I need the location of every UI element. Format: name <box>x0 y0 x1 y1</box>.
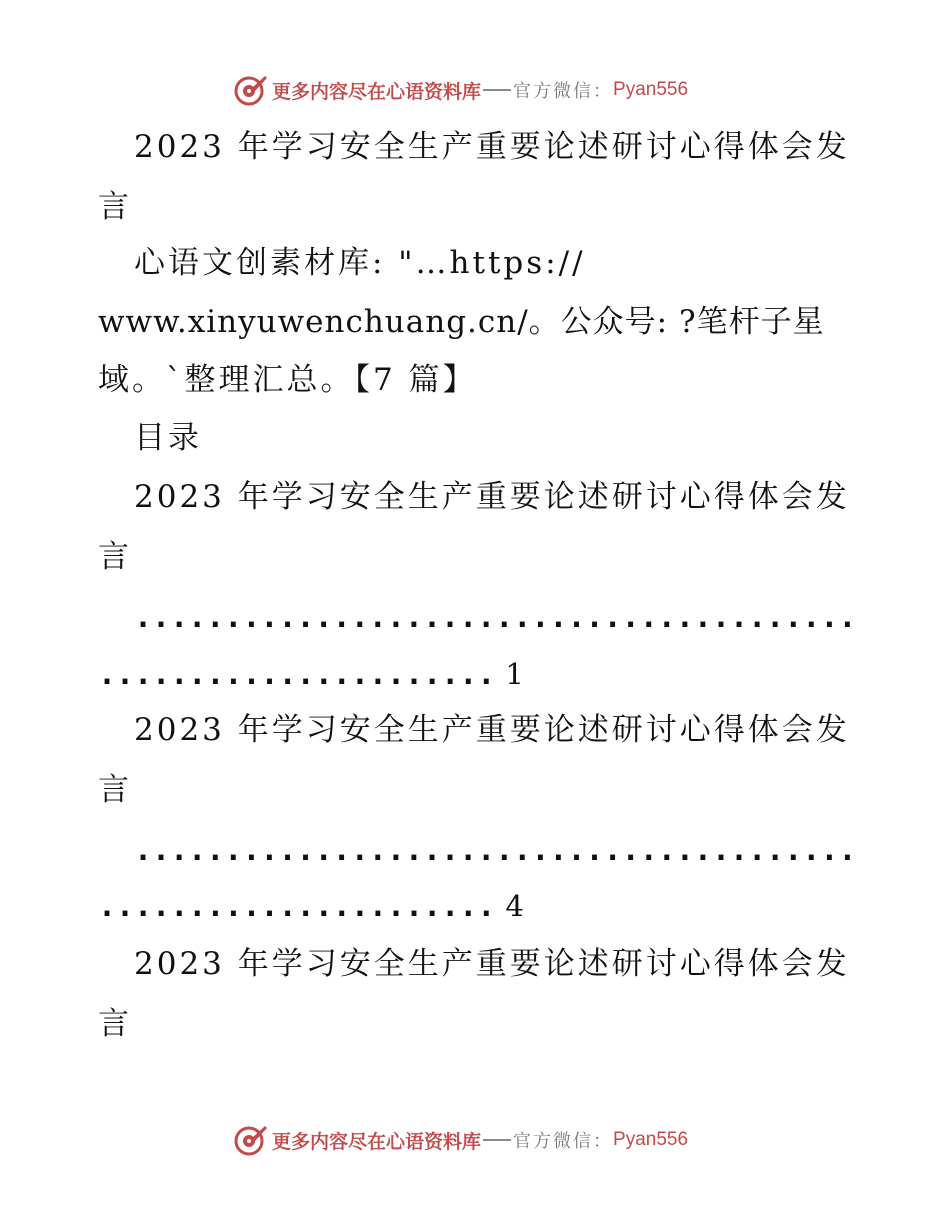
toc-entry-1-leader-line-2: ...................... <box>98 657 496 692</box>
toc-entry-2-page-number: 4 <box>505 889 527 923</box>
pen-nib-logo-icon <box>234 73 268 107</box>
footer-dash <box>483 1139 511 1141</box>
header-official-label: 官方微信： <box>513 81 614 102</box>
footer-wechat-handle: Pyan556 <box>613 1129 689 1150</box>
toc-entry-2-title-line-1: 2023 年学习安全生产重要论述研讨心得体会发 <box>134 712 850 748</box>
document-title-line-2: 言 <box>98 189 132 225</box>
header-watermark <box>234 72 688 108</box>
toc-entry-3-title-line-2: 言 <box>98 1006 132 1042</box>
toc-entry-2-leader-line-2: ...................... <box>98 889 496 924</box>
toc-entry-1-page-number: 1 <box>505 657 527 691</box>
toc-entry-3-title-line-1: 2023 年学习安全生产重要论述研讨心得体会发 <box>134 946 850 982</box>
toc-entry-2-title-line-2: 言 <box>98 772 132 808</box>
footer-watermark <box>234 1122 688 1158</box>
toc-entry-1-leader-row <box>98 654 858 695</box>
toc-entry-2-leader-line-1: ........................................ <box>134 833 857 868</box>
header-dash <box>483 89 511 91</box>
toc-entry-1-leader-line-1: ........................................ <box>134 600 857 635</box>
footer-official-label: 官方微信： <box>513 1131 614 1152</box>
toc-heading: 目录 <box>134 420 202 456</box>
source-line-3: 域。`整理汇总。【7 篇】 <box>98 362 477 398</box>
toc-entry-2-leader-row <box>98 886 858 927</box>
header-wechat-handle: Pyan556 <box>613 79 689 100</box>
toc-entry-1-title-line-1: 2023 年学习安全生产重要论述研讨心得体会发 <box>134 479 850 515</box>
header-promo-text: 更多内容尽在心语资料库 <box>272 80 482 103</box>
toc-entry-1-title-line-2: 言 <box>98 539 132 575</box>
footer-promo-text: 更多内容尽在心语资料库 <box>272 1130 482 1153</box>
source-line-2: www.xinyuwenchuang.cn/。公众号: ?笔杆子星 <box>98 304 825 340</box>
document-title-line-1: 2023 年学习安全生产重要论述研讨心得体会发 <box>134 129 850 165</box>
pen-nib-logo-icon <box>234 1123 268 1157</box>
source-line-1: 心语文创素材库: "…https:// <box>134 245 586 281</box>
